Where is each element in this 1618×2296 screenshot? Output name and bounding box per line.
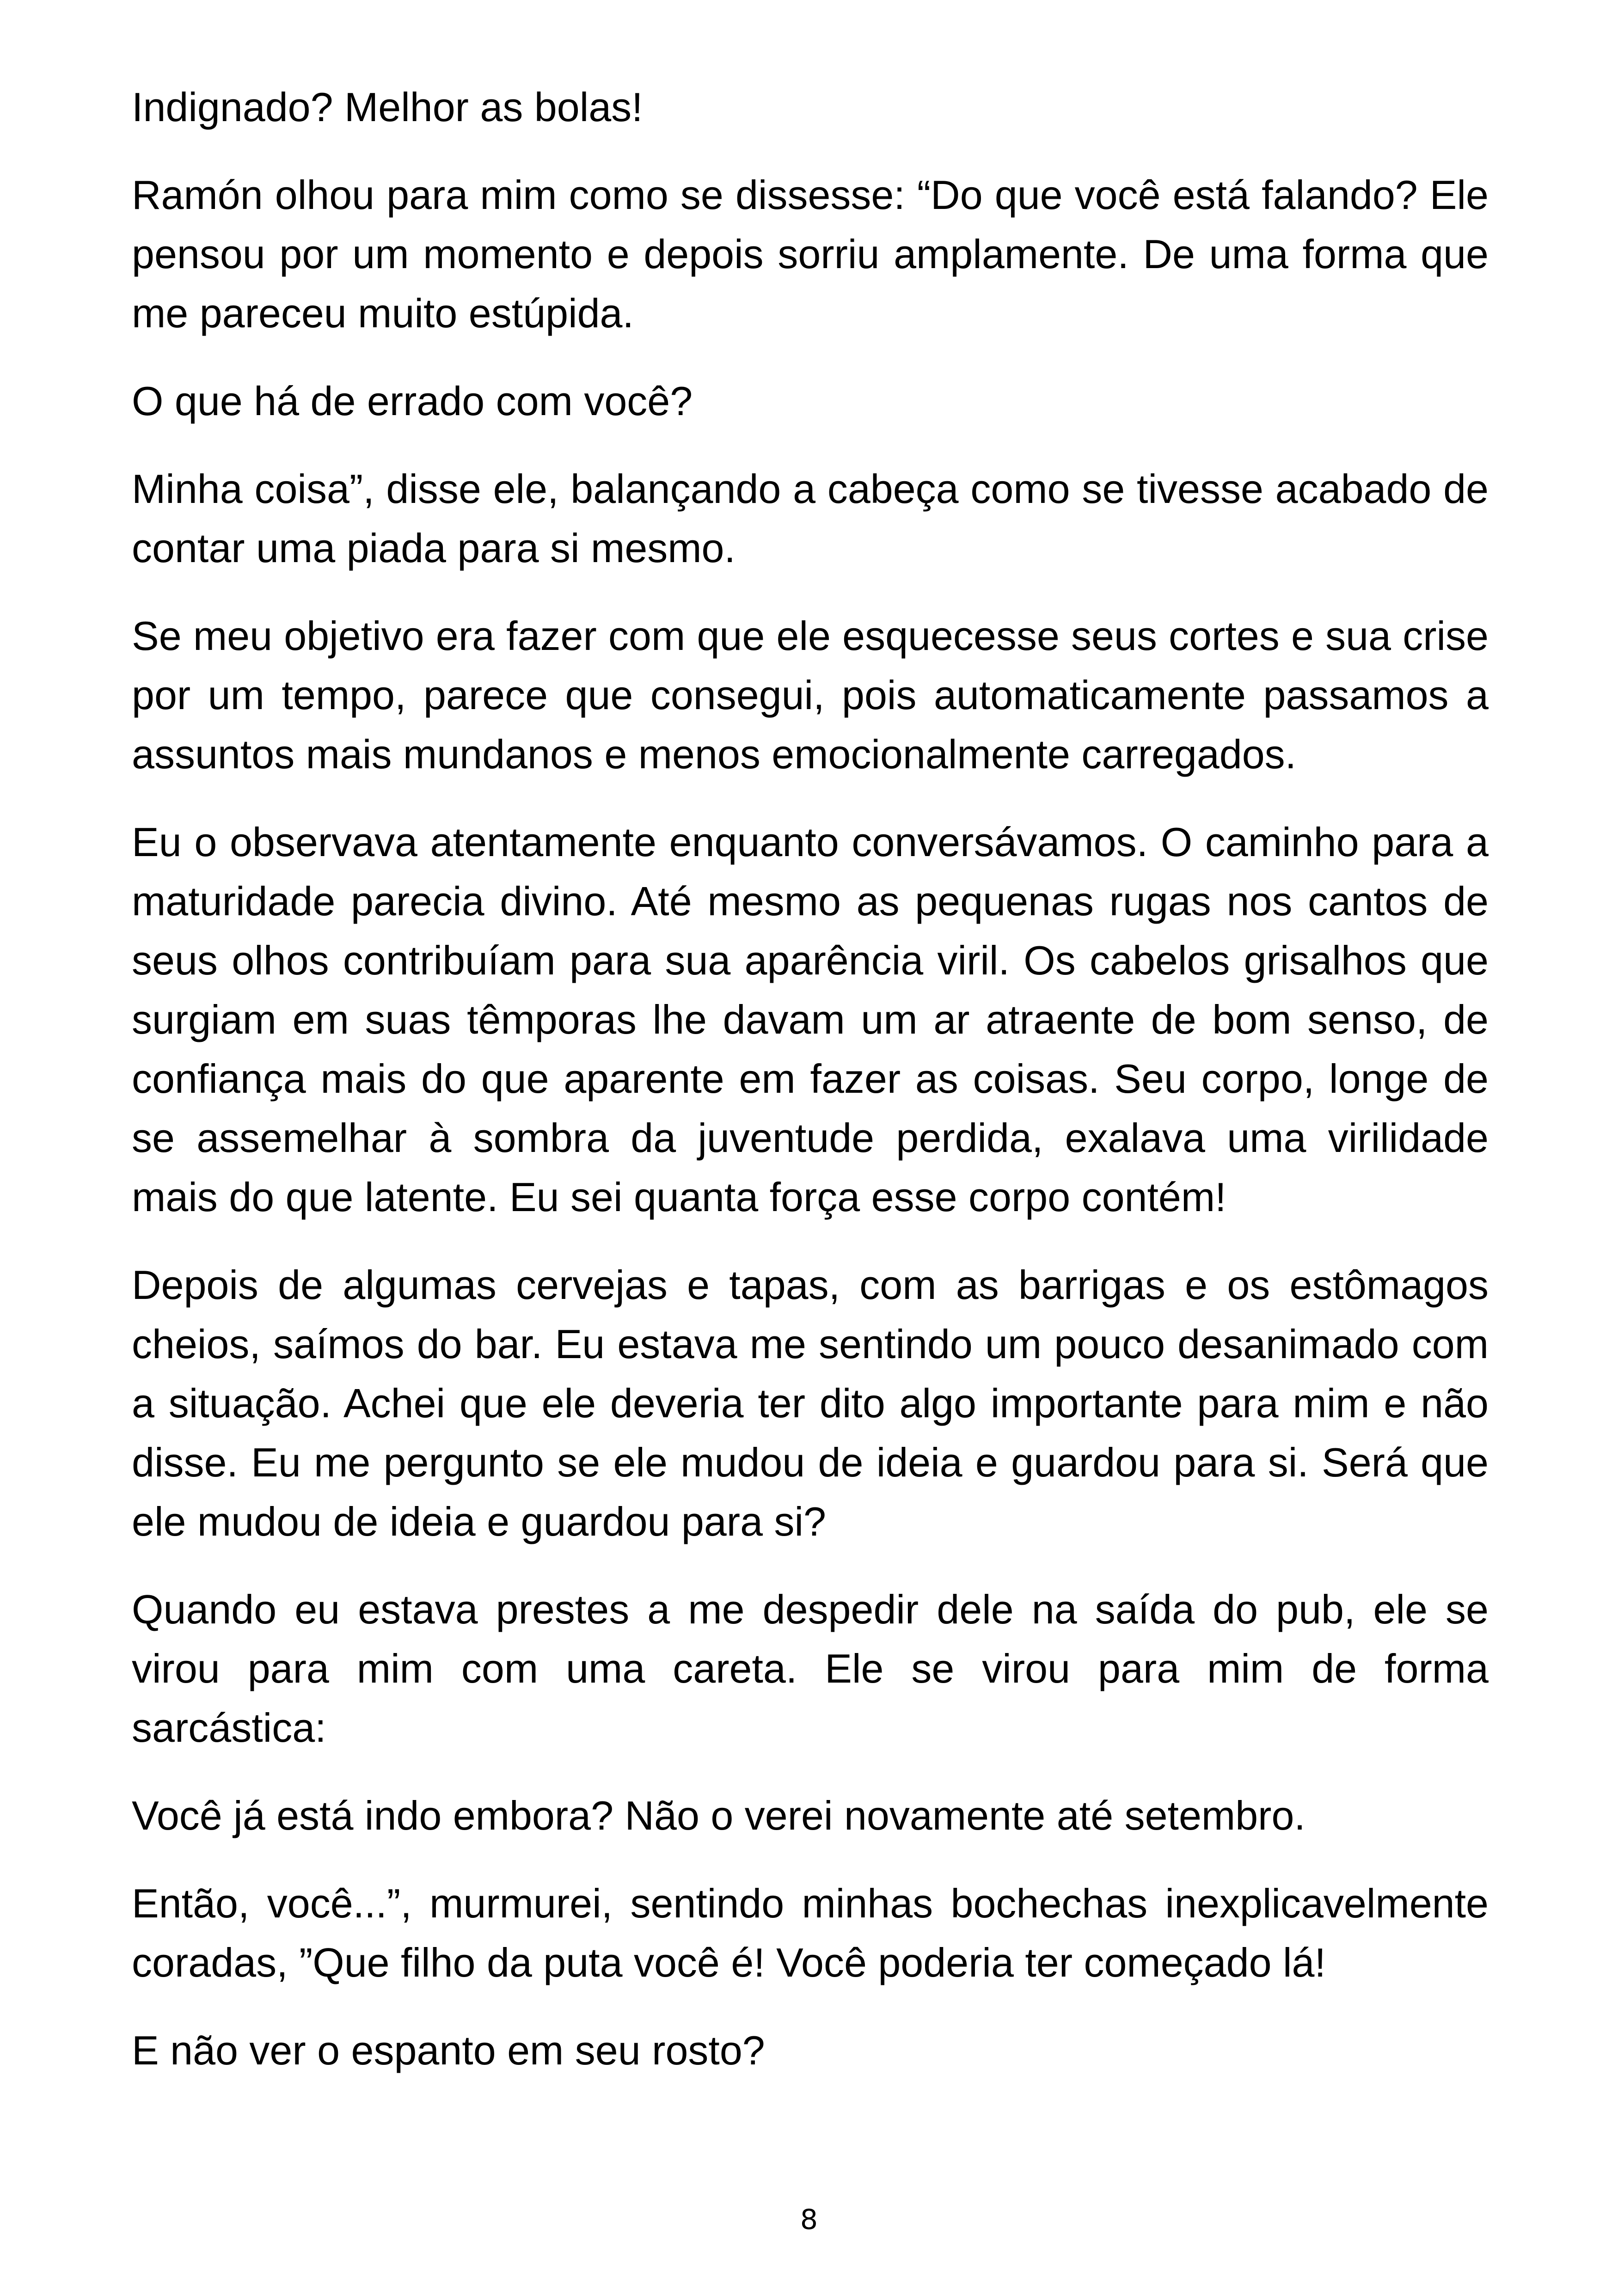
paragraph-11: E não ver o espanto em seu rosto? (132, 2027, 765, 2073)
paragraph-7: Depois de algumas cervejas e tapas, com as barrigas e os estômagos cheios, saímos do bar. Eu estava me sentindo um pouco desanimado com a situação. Achei que ele deveria ter dito algo importante para mim e não disse. Eu me pergunto se ele mudou de ideia e guardou para si. Será que ele mudou de ideia e guardou para si? (132, 1262, 1489, 1544)
paragraph-4: Minha coisa”, disse ele, balançando a cabeça como se tivesse acabado de contar uma piada para si mesmo. (132, 466, 1489, 571)
paragraph-2: Ramón olhou para mim como se dissesse: “Do que você está falando? Ele pensou por um momento e depois sorriu amplamente. De uma forma que me pareceu muito estúpida. (132, 172, 1489, 336)
paragraph-5: Se meu objetivo era fazer com que ele esquecesse seus cortes e sua crise por um tempo, parece que consegui, pois automaticamente passamos a assuntos mais mundanos e menos emocionalmente carregados. (132, 613, 1489, 777)
page-number: 8 (800, 2204, 818, 2236)
body-text (132, 78, 1489, 2109)
paragraph-6: Eu o observava atentamente enquanto conversávamos. O caminho para a maturidade parecia divino. Até mesmo as pequenas rugas nos cantos de seus olhos contribuíam para sua aparência viril. Os cabelos grisalhos que surgiam em suas têmporas lhe davam um ar atraente de bom senso, de confiança mais do que aparente em fazer as coisas. Seu corpo, longe de se assemelhar à sombra da juventude perdida, exalava uma virilidade mais do que latente. Eu sei quanta força esse corpo contém! (132, 819, 1489, 1220)
paragraph-3: O que há de errado com você? (132, 378, 693, 424)
paragraph-10: Então, você...”, murmurei, sentindo minhas bochechas inexplicavelmente coradas, ”Que filho da puta você é! Você poderia ter começado lá! (132, 1880, 1489, 1985)
paragraph-8: Quando eu estava prestes a me despedir dele na saída do pub, ele se virou para mim com uma careta. Ele se virou para mim de forma sarcástica: (132, 1586, 1489, 1751)
paragraph-1: Indignado? Melhor as bolas! (132, 84, 643, 130)
paragraph-9: Você já está indo embora? Não o verei novamente até setembro. (132, 1793, 1305, 1838)
